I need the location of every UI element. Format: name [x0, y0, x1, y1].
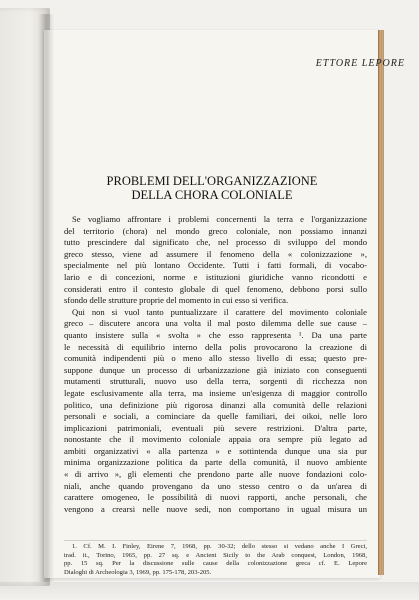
body-line: le necessità di equilibrio interno della polis provocarono la creazione di	[64, 341, 367, 352]
body-line: quanto insistere sulla « svolta » che esso rappresenta ¹. Da una parte	[64, 329, 367, 340]
body-line: personali e sociali, a cominciare da quelle familiari, dei oikoi, nelle loro	[64, 411, 367, 422]
body-line: del territorio (chora) nel mondo greco coloniale, non possiamo innanzi	[64, 225, 367, 236]
body-line: considerati entro il contesto globale di quel fenomeno, debbono porsi sullo	[64, 283, 367, 294]
footnote-line: 1. Cf. M. I. Finley, Eirene 7, 1968, pp. 30-32; dello stesso si vedano anche I Greci,	[72, 543, 367, 550]
chapter-title-line-2: DELLA CHORA COLONIALE	[131, 188, 293, 202]
body-line: comunità indipendenti più o meno allo stesso livello di essa; questo pre-	[64, 353, 367, 364]
body-line: vengono a crearsi nelle nuove sedi, non comportano in ugual misura un	[64, 503, 367, 514]
footnote-line: Dialoghi di Archeologia 3, 1969, pp. 175-178, 203-205.	[64, 568, 212, 576]
body-line: nonostante che il movimento coloniale appaia ora sempre più legato ad	[64, 434, 367, 445]
chapter-title	[44, 174, 380, 202]
body-line: specialmente nel più lontano Occidente. Tutti i fatti formali, di vocabo-	[64, 260, 367, 271]
book-gutter	[38, 14, 54, 582]
body-line: Qui non si vuol tanto puntualizzare il carattere del movimento coloniale	[72, 306, 367, 317]
body-line: minima organizzazione politica da parte della comunità, il nuovo ambiente	[64, 457, 367, 468]
body-line: sfondo delle strutture proprie del momento in cui esso si verifica.	[64, 295, 289, 306]
body-line: greco – discutere ancora una volta il mal posto dilemma delle sue cause –	[64, 318, 367, 329]
body-line: implicazioni patrimoniali, eventuali più severe restrizioni. D'altra parte,	[64, 422, 367, 433]
footnotes	[64, 543, 367, 577]
body-line: suppone dunque un processo di urbanizzazione già iniziato con conseguenti	[64, 364, 367, 375]
body-line: tutto prescindere dal significato che, nel processo di sviluppo del mondo	[64, 237, 367, 248]
body-line: carattere omogeneo, le possibilità di nuovi rapporti, anche personali, che	[64, 492, 367, 503]
running-head: ETTORE LEPORE	[315, 58, 405, 69]
body-line: niali, anche quando provengano da uno stesso centro o da un'area di	[64, 480, 367, 491]
body-line: Se vogliamo affrontare i problemi concernenti la terra e l'organizzazione	[72, 214, 367, 224]
page-edges	[378, 30, 384, 575]
body-line: legate esclusivamente alla terra, ma insieme un'esigenza di maggior controllo	[64, 387, 367, 398]
body-line: ambiti organizzativi « alla partenza » e sottintenda dunque una sia pur	[64, 445, 367, 456]
body-line: politico, una definizione più rigorosa dinanzi alla comunità delle relazioni	[64, 399, 367, 410]
body-line: mutamenti strutturali, nuovo uso della terra, sorgenti di ricchezza non	[64, 376, 367, 387]
body-line: lario e di concezioni, norme e istituzioni giuridiche vanno ricondotti e	[64, 271, 367, 282]
body-line: « di arrivo », gli elementi che prendono parte alle nuove fondazioni colo-	[64, 469, 367, 480]
chapter-title-line-1: PROBLEMI DELL'ORGANIZZAZIONE	[106, 174, 318, 188]
footnote-line: trad. it., Torino, 1965, pp. 27 sq. e Ancient Sicily to the Arab conquest, London, 1968,	[64, 551, 367, 559]
bottom-shadow	[0, 582, 419, 600]
footnote-line: pp. 15 sq. Per la discussione sulle cause della colonizzazione greca cf. E. Lepore	[64, 560, 367, 568]
body-text	[64, 214, 367, 515]
footnote-rule	[64, 540, 367, 541]
body-line: greco stesso, viene ad assumere il fenomeno della « colonizzazione »,	[64, 248, 367, 259]
